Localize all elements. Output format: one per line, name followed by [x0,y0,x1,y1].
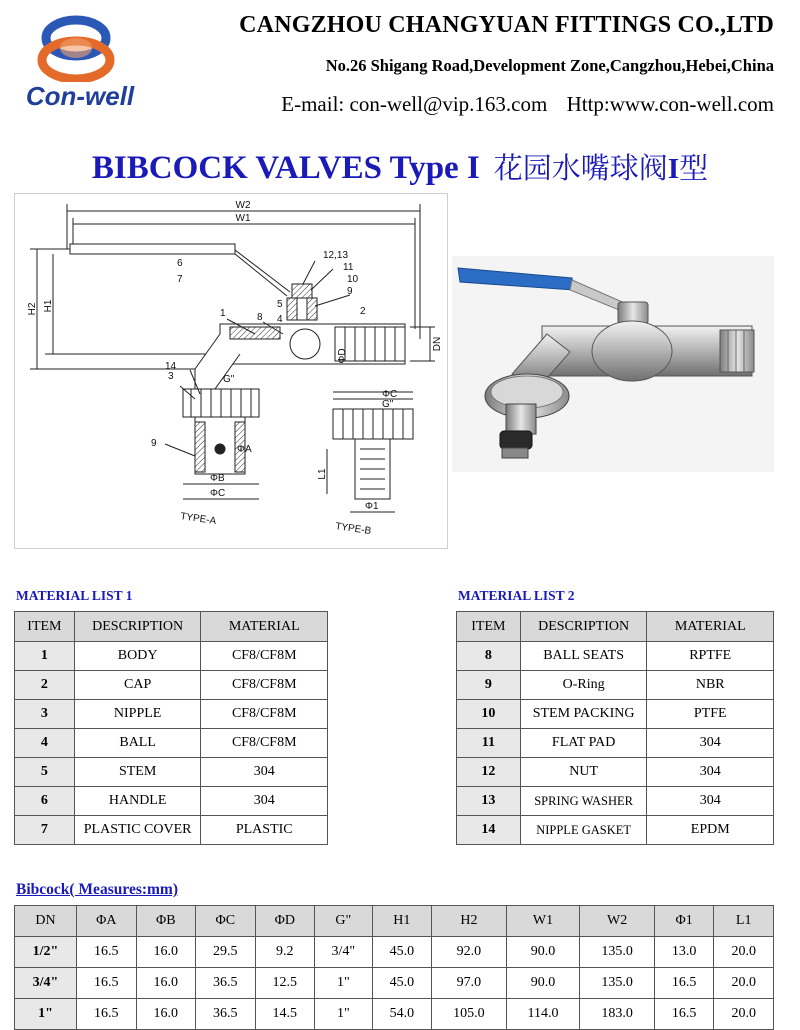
table-cell: 14 [457,816,521,845]
table-row [457,787,774,816]
table-cell: 54.0 [372,999,432,1030]
table-cell: CF8/CF8M [201,729,328,758]
svg-text:TYPE-A: TYPE-A [179,511,217,527]
table-cell: 16.0 [136,968,196,999]
header-od: ΦD [255,906,315,937]
table-cell: 36.5 [196,999,256,1030]
svg-text:4: 4 [277,314,283,325]
svg-text:2: 2 [360,306,366,317]
email-text: E-mail: con-well@vip.163.com [281,92,548,116]
header-o1: Φ1 [654,906,714,937]
table-cell: 16.5 [77,968,137,999]
table-cell: FLAT PAD [520,729,647,758]
table-cell: 16.0 [136,937,196,968]
table-cell: CF8/CF8M [201,642,328,671]
table-cell: 304 [647,729,774,758]
svg-text:G": G" [223,374,235,385]
table-row [15,937,774,968]
table-cell: 8 [457,642,521,671]
table-cell: 4 [15,729,75,758]
table-cell: 304 [201,758,328,787]
header-material: MATERIAL [647,612,774,642]
header-oc: ΦC [196,906,256,937]
table-cell: 3/4" [15,968,77,999]
table-row [457,642,774,671]
table-cell: NUT [520,758,647,787]
table-row [15,642,328,671]
header-w2: W2 [580,906,655,937]
table-cell: 105.0 [432,999,507,1030]
table-cell: 29.5 [196,937,256,968]
svg-text:9: 9 [347,286,353,297]
table-row [457,758,774,787]
svg-text:ΦD: ΦD [337,348,348,364]
header-ob: ΦB [136,906,196,937]
table-cell: 20.0 [714,937,774,968]
svg-text:W2: W2 [235,200,251,211]
contact-line [160,92,774,117]
header-h1: H1 [372,906,432,937]
svg-text:3: 3 [168,371,174,382]
title-chinese: 花园水嘴球阀I型 [493,151,709,185]
table-cell: 12 [457,758,521,787]
table-cell: HANDLE [74,787,201,816]
table-cell: 1 [15,642,75,671]
table-cell: 114.0 [506,999,580,1030]
header-h2: H2 [432,906,507,937]
table-cell: 304 [647,758,774,787]
table-cell: 6 [15,787,75,816]
table-cell: O-Ring [520,671,647,700]
svg-text:ΦB: ΦB [210,473,225,484]
table-cell: 97.0 [432,968,507,999]
table-cell: 1" [15,999,77,1030]
table-cell: BODY [74,642,201,671]
header-w1: W1 [506,906,580,937]
header-l1: L1 [714,906,774,937]
header-g: G" [315,906,373,937]
table-cell: PLASTIC [201,816,328,845]
company-logo [14,8,146,112]
svg-text:5: 5 [277,299,283,310]
header-item: ITEM [457,612,521,642]
technical-drawing [14,193,448,549]
table-cell: CAP [74,671,201,700]
table-cell: STEM PACKING [520,700,647,729]
table-row [15,758,328,787]
company-name: CANGZHOU CHANGYUAN FITTINGS CO.,LTD [239,12,774,38]
table-cell: CF8/CF8M [201,700,328,729]
table-cell: 1" [315,968,373,999]
table-header-row [457,612,774,642]
table-row [15,671,328,700]
table-cell: 11 [457,729,521,758]
table-cell: 304 [201,787,328,816]
table-row [457,816,774,845]
table-cell: 3/4" [315,937,373,968]
header-description: DESCRIPTION [520,612,647,642]
svg-text:10: 10 [347,274,359,285]
header-description: DESCRIPTION [74,612,201,642]
table-cell: NIPPLE GASKET [520,816,647,845]
table-row [457,729,774,758]
table-cell: 1" [315,999,373,1030]
table-cell: 10 [457,700,521,729]
table-cell: 16.5 [654,968,714,999]
table-cell: CF8/CF8M [201,671,328,700]
table-header-row [15,612,328,642]
table-cell: 12.5 [255,968,315,999]
table-cell: 16.5 [77,937,137,968]
product-photo [452,256,774,472]
company-address: No.26 Shigang Road,Development Zone,Cangzhou,Hebei,China [325,56,774,75]
svg-text:Φ1: Φ1 [365,501,379,512]
svg-text:6: 6 [177,258,183,269]
website-text: Http:www.con-well.com [566,92,774,116]
table-cell: 5 [15,758,75,787]
table-cell: 20.0 [714,999,774,1030]
table-cell: 1/2" [15,937,77,968]
table-cell: PLASTIC COVER [74,816,201,845]
table-cell: NBR [647,671,774,700]
table-cell: NIPPLE [74,700,201,729]
material-list-1-heading: MATERIAL LIST 1 [16,588,133,603]
table-cell: 36.5 [196,968,256,999]
material-list-2-heading: MATERIAL LIST 2 [458,588,575,603]
header-oa: ΦA [77,906,137,937]
svg-text:7: 7 [177,274,183,285]
table-cell: 2 [15,671,75,700]
table-cell: 92.0 [432,937,507,968]
table-cell: 7 [15,816,75,845]
table-cell: 135.0 [580,937,655,968]
svg-text:H2: H2 [27,302,38,316]
header-item: ITEM [15,612,75,642]
table-cell: 45.0 [372,968,432,999]
table-row [15,700,328,729]
table-cell: 304 [647,787,774,816]
svg-text:14: 14 [165,361,177,372]
table-row [15,816,328,845]
svg-text:ΦC: ΦC [210,488,226,499]
svg-text:ΦC: ΦC [382,389,398,400]
table-cell: EPDM [647,816,774,845]
svg-text:H1: H1 [43,299,54,313]
table-cell: 13.0 [654,937,714,968]
table-row [15,999,774,1030]
table-cell: BALL [74,729,201,758]
table-cell: 20.0 [714,968,774,999]
table-cell: 90.0 [506,968,580,999]
svg-text:L1: L1 [317,468,328,480]
table-row [457,671,774,700]
measures-table [14,905,774,1030]
header-dn: DN [15,906,77,937]
table-row [457,700,774,729]
table-cell: 45.0 [372,937,432,968]
material-list-2-table [456,611,774,845]
svg-text:9: 9 [151,438,157,449]
table-header-row [15,906,774,937]
svg-text:12,13: 12,13 [323,250,349,261]
table-cell: 16.5 [77,999,137,1030]
svg-text:DN: DN [432,336,443,352]
table-cell: 9.2 [255,937,315,968]
table-cell: 16.0 [136,999,196,1030]
svg-text:W1: W1 [235,213,251,224]
table-cell: BALL SEATS [520,642,647,671]
table-cell: 16.5 [654,999,714,1030]
page-title [0,146,800,187]
material-list-1-table [14,611,328,845]
table-cell: 13 [457,787,521,816]
table-cell: PTFE [647,700,774,729]
svg-text:11: 11 [343,262,354,273]
table-row [15,968,774,999]
table-cell: 135.0 [580,968,655,999]
svg-text:ΦA: ΦA [237,444,252,455]
svg-text:TYPE-B: TYPE-B [334,521,372,537]
table-cell: 183.0 [580,999,655,1030]
table-cell: SPRING WASHER [520,787,647,816]
title-english: BIBCOCK VALVES Type I [91,150,480,186]
table-cell: 14.5 [255,999,315,1030]
table-cell: 3 [15,700,75,729]
svg-text:1: 1 [220,308,226,319]
header-material: MATERIAL [201,612,328,642]
logo-text: Con-well [25,81,135,111]
table-row [15,787,328,816]
svg-text:8: 8 [257,312,263,323]
table-cell: RPTFE [647,642,774,671]
table-cell: STEM [74,758,201,787]
table-cell: 9 [457,671,521,700]
table-cell: 90.0 [506,937,580,968]
svg-text:G": G" [382,399,394,410]
measures-heading: Bibcock( Measures:mm) [16,881,179,898]
table-row [15,729,328,758]
